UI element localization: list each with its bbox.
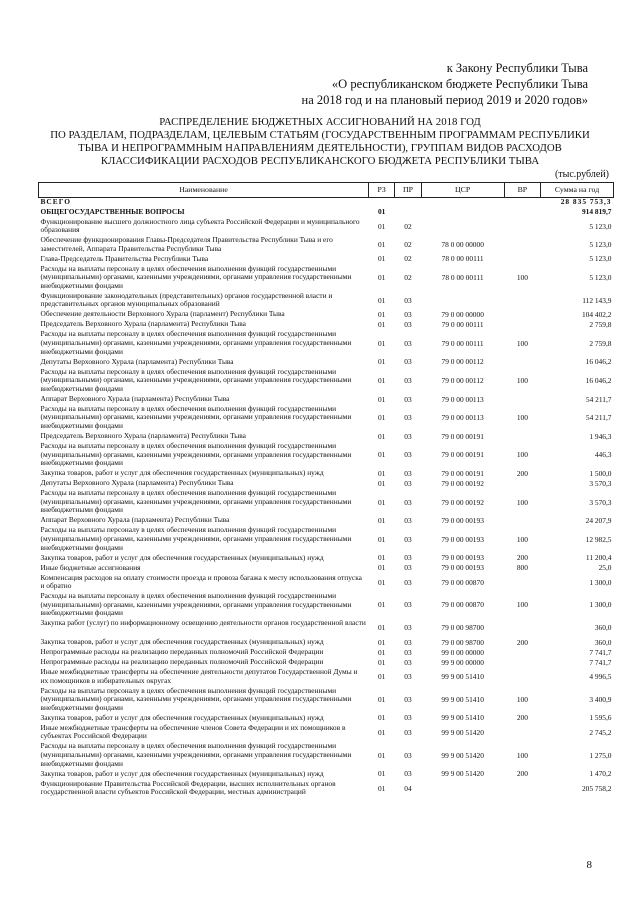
cell-rz: 01 (377, 468, 386, 478)
cell-rz: 01 (377, 272, 386, 282)
cell-sum: 1 275,0 (589, 750, 612, 760)
cell-rz: 01 (377, 713, 386, 723)
title-line-3: ТЫВА И НЕПРОГРАММНЫМ НАПРАВЛЕНИЯМ ДЕЯТЕЛЬНОСТИ), ГРУППАМ ВИДОВ РАСХОДОВ (78, 142, 562, 154)
col-header-sum: Сумма на год (541, 183, 614, 198)
cell-rz: 01 (377, 431, 386, 441)
cell-csr (421, 780, 504, 799)
cell-rz: 01 (377, 694, 386, 704)
cell-csr: 79 0 00 00193 (441, 553, 484, 563)
cell-rz: 01 (377, 295, 386, 305)
cell-pr: 03 (404, 431, 412, 441)
cell-csr: 79 0 00 00111 (441, 320, 484, 330)
cell-csr: 99 0 00 00000 (441, 647, 484, 657)
cell-vr (504, 255, 540, 265)
header-line-1: к Закону Республики Тыва (446, 61, 588, 75)
col-header-rz: РЗ (369, 183, 395, 198)
cell-pr: 03 (404, 468, 412, 478)
cell-pr: 04 (404, 783, 412, 793)
cell-pr: 03 (404, 750, 412, 760)
title-line-2: ПО РАЗДЕЛАМ, ПОДРАЗДЕЛАМ, ЦЕЛЕВЫМ СТАТЬЯМ (ГОСУДАРСТВЕННЫМ ПРОГРАММАМ РЕСПУБЛИКИ (50, 129, 590, 141)
cell-name: Закупка товаров, работ и услуг для обеспечения государственных (муниципальных) нужд (40, 468, 324, 478)
cell-vr: 100 (516, 272, 528, 282)
cell-vr: 200 (516, 713, 528, 723)
cell-pr: 03 (404, 577, 412, 587)
table-row (39, 265, 614, 292)
cell-rz: 01 (377, 240, 386, 250)
cell-rz: 01 (377, 727, 386, 737)
cell-csr: 79 0 00 00193 (441, 516, 484, 526)
cell-rz: 01 (377, 671, 386, 681)
col-header-vr: ВР (504, 183, 540, 198)
cell-vr: 800 (516, 563, 528, 573)
cell-csr: 79 0 00 00111 (441, 338, 484, 348)
cell-pr: 03 (404, 553, 412, 563)
cell-name: ВСЕГО (40, 197, 71, 206)
cell-sum: 3 570,3 (589, 497, 612, 507)
cell-pr (395, 198, 421, 208)
cell-rz (369, 198, 395, 208)
cell-csr: 99 9 00 51420 (441, 769, 484, 779)
cell-sum: 205 758,2 (581, 783, 612, 793)
cell-csr: 99 9 00 51410 (441, 694, 484, 704)
table-body (39, 198, 614, 799)
cell-name: Расходы на выплаты персоналу в целях обеспечения выполнения функций государственными (муниципальными) органами, казенными учреждениями, органами управления государственными внебюджетными фондами (40, 488, 352, 515)
table-row (39, 292, 614, 311)
cell-csr: 78 0 00 00111 (441, 254, 484, 264)
cell-vr: 200 (516, 468, 528, 478)
cell-pr: 02 (404, 254, 412, 264)
cell-pr: 03 (404, 623, 412, 633)
table-row (39, 218, 614, 237)
cell-pr: 02 (404, 272, 412, 282)
cell-rz: 01 (377, 320, 386, 330)
cell-sum: 16 046,2 (585, 357, 612, 367)
cell-vr (504, 432, 540, 442)
cell-rz: 01 (377, 207, 386, 217)
cell-sum: 2 745,2 (589, 727, 612, 737)
cell-vr: 100 (516, 338, 528, 348)
page-number: 8 (586, 859, 592, 871)
cell-csr: 79 0 00 00191 (441, 468, 484, 478)
cell-vr (504, 198, 540, 208)
cell-vr: 100 (516, 413, 528, 423)
cell-sum: 446,3 (594, 450, 612, 460)
cell-sum: 2 759,8 (589, 320, 612, 330)
cell-vr: 100 (516, 450, 528, 460)
cell-csr: 79 0 00 00192 (441, 497, 484, 507)
cell-name: Функционирование высшего должностного лица субъекта Российской Федерации и муниципального образования (40, 216, 360, 235)
cell-rz: 01 (377, 600, 386, 610)
cell-name: Обеспечение деятельности Верховного Хурала (парламент) Республики Тыва (40, 309, 285, 319)
cell-pr: 03 (404, 413, 412, 423)
cell-csr: 99 9 00 00000 (441, 657, 484, 667)
cell-sum: 7 741,7 (589, 657, 612, 667)
cell-csr: 79 0 00 00112 (441, 357, 484, 367)
cell-name: Закупка товаров, работ и услуг для обеспечения государственных (муниципальных) нужд (40, 712, 324, 722)
cell-name: Функционирование законодательных (представительных) органов государственной власти и представительных органов муниципальных образований (40, 290, 333, 309)
cell-vr (504, 668, 540, 687)
title-line-4: КЛАССИФИКАЦИИ РАСХОДОВ РЕСПУБЛИКАНСКОГО БЮДЖЕТА РЕСПУБЛИКИ ТЫВА (100, 155, 540, 167)
cell-vr: 200 (516, 553, 528, 563)
cell-csr: 78 0 00 00111 (441, 272, 484, 282)
cell-name: ОБЩЕГОСУДАРСТВЕННЫЕ ВОПРОСЫ (40, 206, 185, 216)
table-row (39, 668, 614, 687)
cell-name: Расходы на выплаты персоналу в целях обеспечения выполнения функций государственными (муниципальными) органами, казенными учреждениями, органами управления государственными внебюджетными фондами (40, 685, 352, 712)
cell-csr: 79 0 00 00000 (441, 310, 484, 320)
table-row (39, 489, 614, 516)
cell-rz: 01 (377, 310, 386, 320)
table-row (39, 574, 614, 593)
cell-pr: 03 (404, 637, 412, 647)
cell-csr: 79 0 00 98700 (441, 637, 484, 647)
cell-vr (504, 724, 540, 743)
cell-sum: 24 207,9 (585, 516, 612, 526)
cell-vr: 100 (516, 534, 528, 544)
cell-vr: 200 (516, 769, 528, 779)
cell-csr: 79 0 00 00113 (441, 394, 484, 404)
cell-rz: 01 (377, 534, 386, 544)
cell-vr (504, 218, 540, 237)
cell-vr (504, 208, 540, 218)
cell-csr (421, 198, 504, 208)
cell-name: Иные межбюджетные трансферты на обеспечение членов Совета Федерации и их помощников в субъектах Российской Федерации (40, 722, 346, 741)
cell-csr: 79 0 00 00112 (441, 375, 484, 385)
cell-sum: 104 402,2 (581, 310, 612, 320)
cell-vr: 200 (516, 637, 528, 647)
cell-vr (504, 619, 540, 638)
cell-name: Закупка товаров, работ и услуг для обеспечения государственных (муниципальных) нужд (40, 636, 324, 646)
cell-pr: 03 (404, 600, 412, 610)
cell-pr (395, 208, 421, 218)
cell-sum: 7 741,7 (589, 647, 612, 657)
col-header-name: Наименование (39, 183, 369, 198)
cell-csr (421, 208, 504, 218)
cell-sum: 12 982,5 (585, 534, 612, 544)
cell-rz: 01 (377, 413, 386, 423)
cell-vr (504, 648, 540, 658)
cell-rz: 01 (377, 553, 386, 563)
cell-vr (504, 574, 540, 593)
table-row (39, 592, 614, 619)
cell-rz: 01 (377, 254, 386, 264)
cell-pr: 03 (404, 478, 412, 488)
cell-csr: 79 0 00 00193 (441, 534, 484, 544)
cell-pr: 03 (404, 727, 412, 737)
cell-sum: 360,0 (594, 637, 612, 647)
cell-pr: 03 (404, 310, 412, 320)
cell-sum: 5 123,0 (589, 254, 612, 264)
cell-vr (504, 658, 540, 668)
cell-vr: 100 (516, 694, 528, 704)
cell-pr: 02 (404, 240, 412, 250)
cell-rz: 01 (377, 657, 386, 667)
cell-sum: 4 996,5 (589, 671, 612, 681)
cell-rz: 01 (377, 563, 386, 573)
cell-sum: 54 211,7 (585, 394, 612, 404)
cell-name: Аппарат Верховного Хурала (парламента) Республики Тыва (40, 515, 230, 525)
cell-name: Компенсация расходов на оплату стоимости проезда и провоза багажа к месту использования отпуска и обратно (40, 572, 362, 591)
cell-pr: 03 (404, 671, 412, 681)
table-row (39, 442, 614, 469)
cell-vr (504, 358, 540, 368)
cell-vr (504, 780, 540, 799)
cell-csr: 99 9 00 51420 (441, 727, 484, 737)
cell-name: Закупка работ (услуг) по информационному освещению деятельности органов государственной власти (40, 618, 366, 628)
cell-name: Расходы на выплаты персоналу в целях обеспечения выполнения функций государственными (муниципальными) органами, казенными учреждениями, органами управления государственными внебюджетными фондами (40, 329, 352, 356)
cell-vr (504, 479, 540, 489)
cell-vr: 100 (516, 497, 528, 507)
cell-pr: 03 (404, 769, 412, 779)
cell-csr: 79 0 00 00870 (441, 577, 484, 587)
cell-vr (504, 395, 540, 405)
cell-sum: 1 500,0 (589, 468, 612, 478)
col-header-pr: ПР (395, 183, 421, 198)
table-row (39, 780, 614, 799)
cell-csr: 99 9 00 51410 (441, 671, 484, 681)
cell-rz: 01 (377, 637, 386, 647)
cell-rz: 01 (377, 338, 386, 348)
cell-name: Функционирование Правительства Российской Федерации, высших исполнительных органов государственной власти субъектов Российской Федерации, местных администраций (40, 778, 336, 797)
cell-sum: 5 123,0 (589, 240, 612, 250)
cell-sum: 914 819,7 (581, 207, 612, 217)
cell-csr: 99 9 00 51420 (441, 750, 484, 760)
table-row (39, 330, 614, 357)
cell-rz: 01 (377, 478, 386, 488)
cell-pr: 03 (404, 450, 412, 460)
cell-name: Закупка товаров, работ и услуг для обеспечения государственных (муниципальных) нужд (40, 768, 324, 778)
cell-name: Обеспечение функционирования Главы-Председателя Правительства Республики Тыва и его заместителей, Аппарата Правительства Республики Тыва (40, 235, 333, 253)
table-row (39, 724, 614, 743)
cell-name: Глава-Председатель Правительства Республики Тыва (40, 253, 209, 263)
header-line-3: на 2018 год и на плановый период 2019 и 2020 годов» (301, 93, 588, 107)
cell-csr (421, 292, 504, 311)
cell-sum: 112 143,9 (582, 295, 612, 305)
cell-vr (504, 516, 540, 526)
cell-pr: 03 (404, 320, 412, 330)
cell-sum: 25,0 (598, 563, 612, 573)
header-line-2: «О республиканском бюджете Республики Тыва (331, 77, 588, 91)
cell-sum: 11 200,4 (585, 553, 612, 563)
cell-vr: 100 (516, 750, 528, 760)
cell-csr: 79 0 00 00113 (441, 413, 484, 423)
cell-rz: 01 (377, 769, 386, 779)
cell-rz: 01 (377, 647, 386, 657)
cell-sum: 5 123,0 (589, 221, 612, 231)
cell-sum: 1 300,0 (589, 600, 612, 610)
cell-pr: 03 (404, 713, 412, 723)
cell-name: Расходы на выплаты персоналу в целях обеспечения выполнения функций государственными (муниципальными) органами, казенными учреждениями, органами управления государственными внебюджетными фондами (40, 591, 352, 618)
cell-name: Иные межбюджетные трансферты на обеспечение деятельности депутатов Государственной Думы и их помощников в избирательных округах (40, 666, 358, 685)
cell-vr: 100 (516, 600, 528, 610)
table-row (39, 526, 614, 553)
col-header-csr: ЦСР (421, 183, 504, 198)
cell-name: Депутаты Верховного Хурала (парламента) Республики Тыва (40, 356, 234, 366)
cell-sum: 16 046,2 (585, 375, 612, 385)
cell-vr (504, 292, 540, 311)
table-row (39, 198, 614, 208)
cell-csr: 78 0 00 00000 (441, 240, 484, 250)
cell-rz: 01 (377, 516, 386, 526)
cell-csr: 79 0 00 00870 (441, 600, 484, 610)
cell-rz: 01 (377, 450, 386, 460)
cell-vr (504, 236, 540, 255)
cell-name: Расходы на выплаты персоналу в целях обеспечения выполнения функций государственными (муниципальными) органами, казенными учреждениями, органами управления государственными внебюджетными фондами (40, 525, 352, 552)
cell-pr: 03 (404, 497, 412, 507)
cell-name: Непрограммные расходы на реализацию переданных полномочий Российской Федерации (40, 646, 324, 656)
cell-rz: 01 (377, 750, 386, 760)
cell-sum: 1 470,2 (589, 769, 612, 779)
budget-table (38, 182, 614, 798)
cell-name: Закупка товаров, работ и услуг для обеспечения государственных (муниципальных) нужд (40, 552, 324, 562)
cell-name: Депутаты Верховного Хурала (парламента) Республики Тыва (40, 478, 234, 488)
table-row (39, 236, 614, 255)
cell-pr: 03 (404, 563, 412, 573)
cell-pr: 03 (404, 357, 412, 367)
cell-csr: 79 0 00 00193 (441, 563, 484, 573)
header-row (39, 183, 614, 198)
cell-pr: 03 (404, 647, 412, 657)
table-row (39, 687, 614, 714)
cell-vr (504, 310, 540, 320)
cell-sum: 5 123,0 (589, 272, 612, 282)
cell-name: Аппарат Верховного Хурала (парламента) Республики Тыва (40, 393, 230, 403)
cell-sum: 3 570,3 (589, 478, 612, 488)
cell-sum: 28 835 753,3 (560, 197, 612, 207)
cell-csr (421, 218, 504, 237)
law-reference-header (302, 60, 588, 108)
table-row (39, 368, 614, 395)
cell-name: Расходы на выплаты персоналу в целях обеспечения выполнения функций государственными (муниципальными) органами, казенными учреждениями, органами управления государственными внебюджетными фондами (40, 403, 352, 431)
cell-sum: 2 759,8 (589, 338, 612, 348)
cell-vr: 100 (516, 375, 528, 385)
cell-rz: 01 (377, 623, 386, 633)
table-header (39, 183, 614, 198)
cell-pr: 03 (404, 516, 412, 526)
table-row (39, 208, 614, 218)
cell-rz: 01 (377, 375, 386, 385)
cell-sum: 360,0 (594, 623, 612, 633)
document-title (30, 116, 610, 168)
cell-pr: 02 (404, 221, 412, 231)
cell-rz: 01 (377, 783, 386, 793)
table-row (39, 619, 614, 638)
cell-sum: 54 211,7 (585, 413, 612, 423)
cell-sum: 1 300,0 (589, 577, 612, 587)
cell-rz: 01 (377, 577, 386, 587)
table-row (39, 405, 614, 432)
cell-name: Расходы на выплаты персоналу в целях обеспечения выполнения функций государственными (муниципальными) органами, казенными учреждениями, органами управления государственными внебюджетными фондами (40, 741, 352, 768)
cell-rz: 01 (377, 357, 386, 367)
cell-name: Председатель Верховного Хурала (парламента) Республики Тыва (40, 319, 246, 329)
table-row (39, 742, 614, 769)
cell-sum: 1 595,6 (589, 713, 612, 723)
cell-name: Расходы на выплаты персоналу в целях обеспечения выполнения функций государственными (муниципальными) органами, казенными учреждениями, органами управления государственными внебюджетными фондами (40, 441, 352, 468)
cell-pr: 03 (404, 394, 412, 404)
cell-pr: 03 (404, 295, 412, 305)
cell-rz: 01 (377, 221, 386, 231)
cell-pr: 03 (404, 694, 412, 704)
cell-name: Иные бюджетные ассигнования (40, 562, 141, 572)
cell-csr: 79 0 00 00192 (441, 478, 484, 488)
cell-csr: 79 0 00 00191 (441, 431, 484, 441)
cell-csr: 79 0 00 98700 (441, 623, 484, 633)
cell-name: Непрограммные расходы на реализацию переданных полномочий Российской Федерации (40, 656, 324, 666)
cell-pr: 03 (404, 657, 412, 667)
units-label: (тыс.рублей) (554, 169, 609, 180)
cell-pr: 03 (404, 338, 412, 348)
cell-csr: 99 9 00 51410 (441, 713, 484, 723)
cell-pr: 03 (404, 534, 412, 544)
cell-sum: 1 946,3 (589, 431, 612, 441)
cell-name: Расходы на выплаты персоналу в целях обеспечения выполнения функций государственными (муниципальными) органами, казенными учреждениями, органами управления государственными внебюджетными фондами (40, 366, 352, 393)
cell-pr: 03 (404, 375, 412, 385)
cell-csr: 79 0 00 00191 (441, 450, 484, 460)
cell-sum: 3 400,9 (589, 694, 612, 704)
cell-name: Расходы на выплаты персоналу в целях обеспечения выполнения функций государственными (муниципальными) органами, казенными учреждениями, органами управления государственными внебюджетными фондами (40, 263, 352, 290)
cell-rz: 01 (377, 394, 386, 404)
cell-name: Председатель Верховного Хурала (парламента) Республики Тыва (40, 431, 246, 441)
title-line-1: РАСПРЕДЕЛЕНИЕ БЮДЖЕТНЫХ АССИГНОВАНИЙ НА 2018 ГОД (159, 116, 481, 128)
cell-rz: 01 (377, 497, 386, 507)
cell-vr (504, 320, 540, 330)
